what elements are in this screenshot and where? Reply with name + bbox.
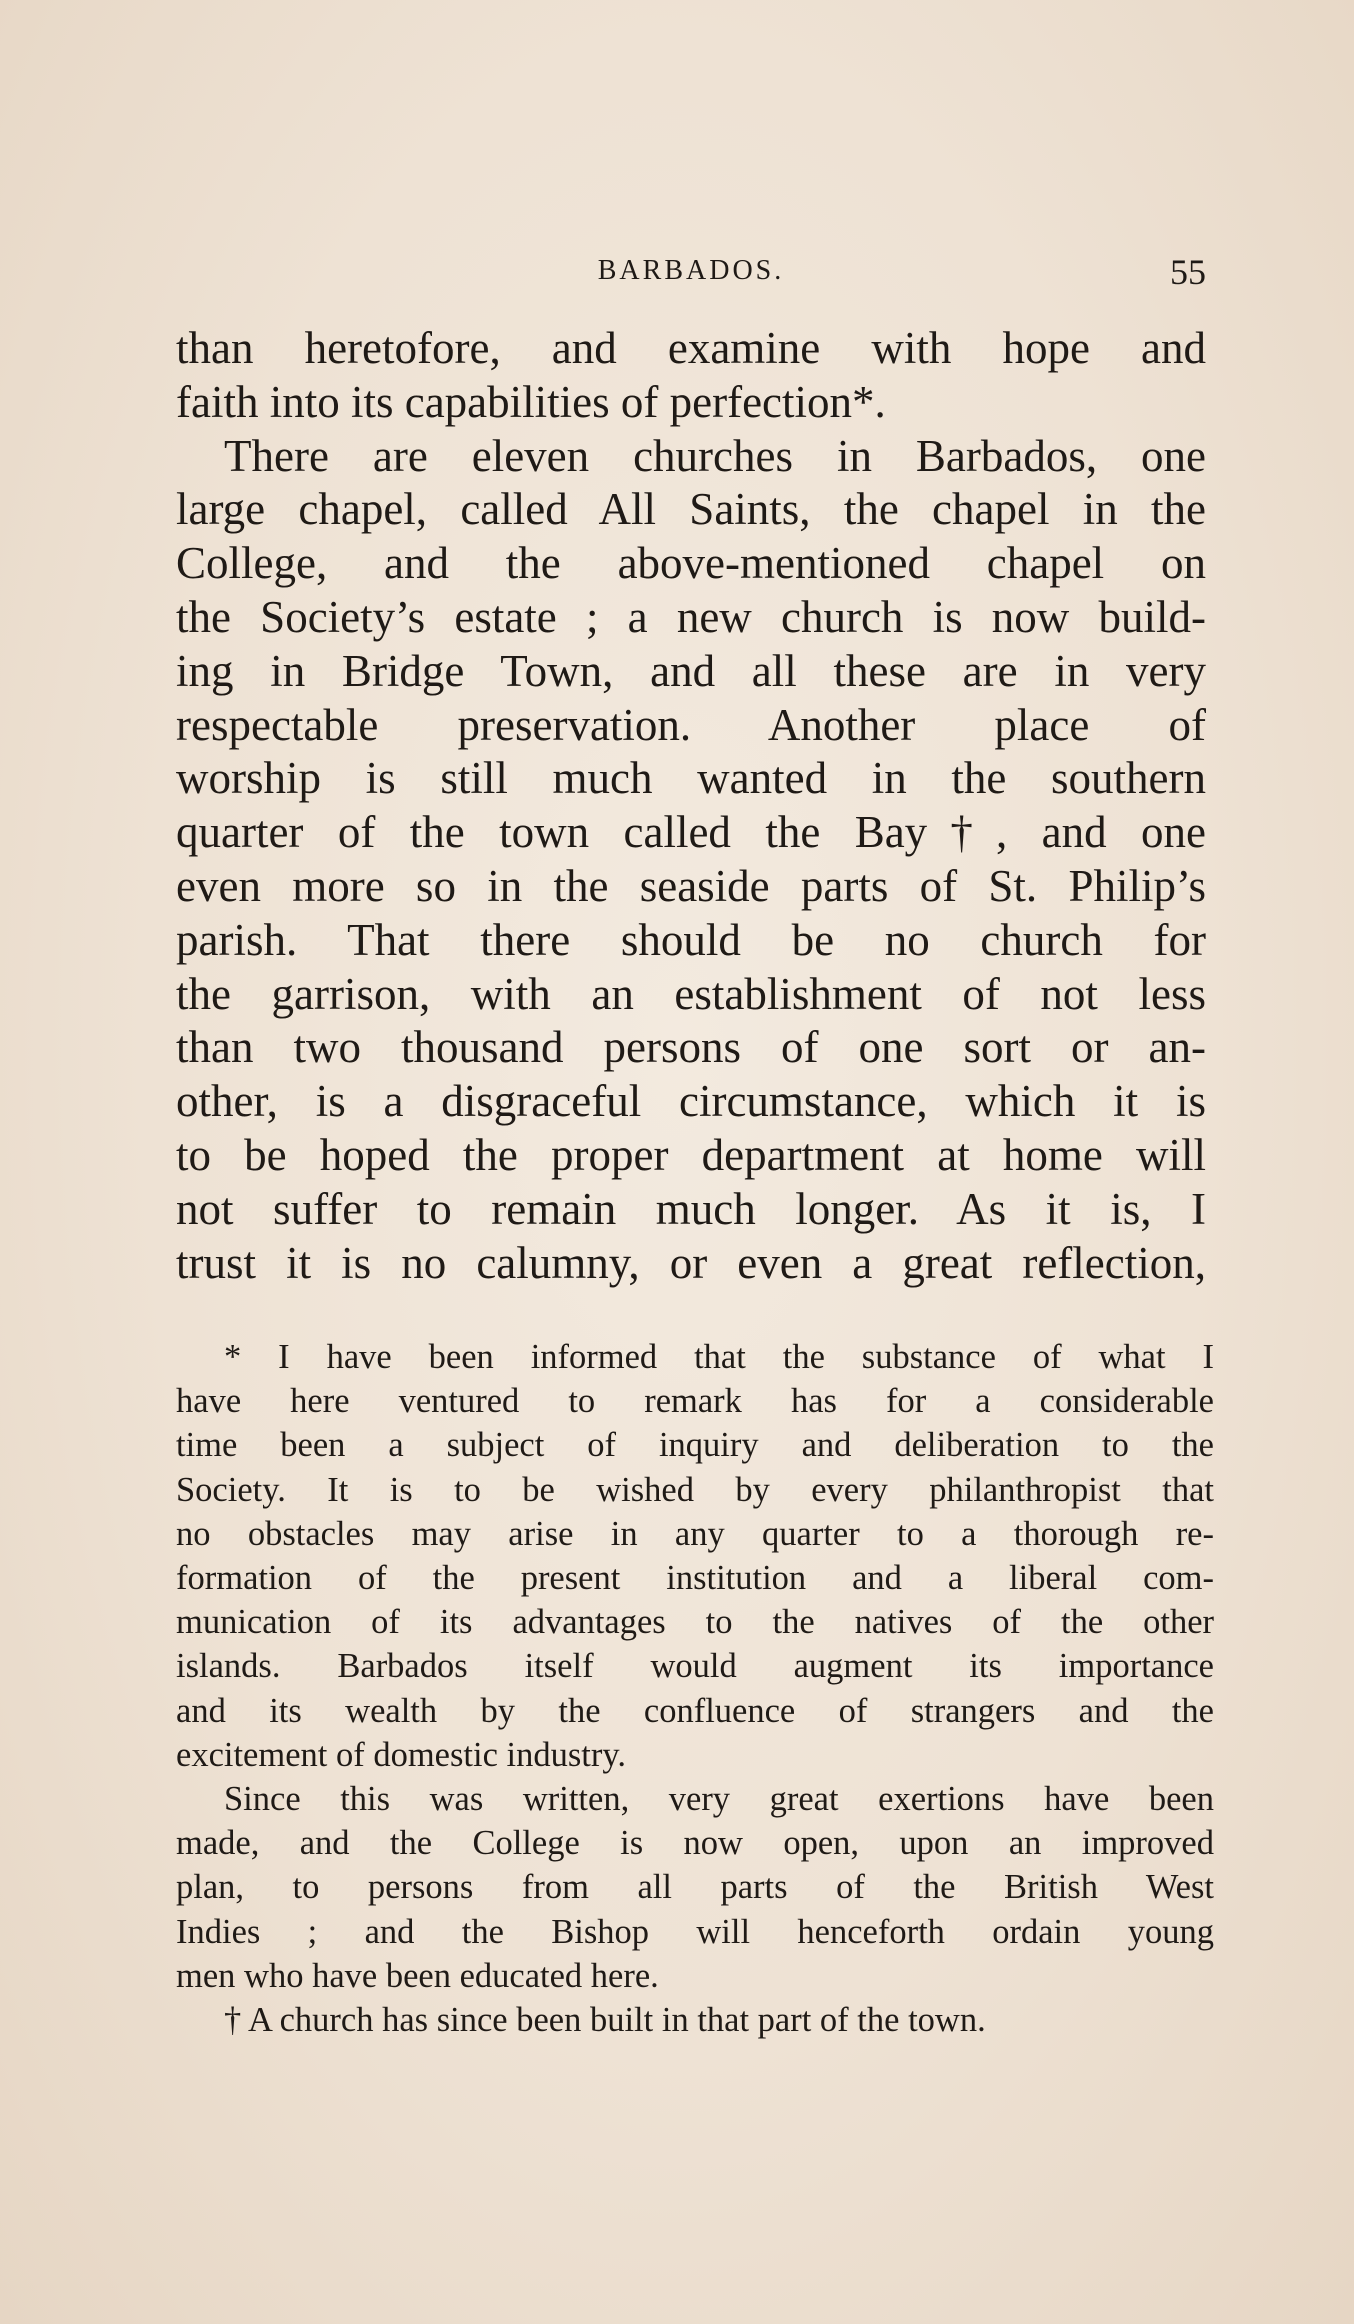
footnote-line: islands. Barbados itself would augment its importance [176, 1647, 1214, 1686]
body-line: ing in Bridge Town, and all these are in very [176, 645, 1206, 696]
footnote-line: munication of its advantages to the natives of the other [176, 1603, 1214, 1642]
body-line: trust it is no calumny, or even a great reflection, [176, 1237, 1206, 1288]
footnote-line: † A church has since been built in that part of the town. [224, 2001, 986, 2040]
body-line: large chapel, called All Saints, the chapel in the [176, 484, 1206, 535]
body-line: than two thousand persons of one sort or an- [176, 1022, 1206, 1073]
footnote-line: and its wealth by the confluence of strangers and the [176, 1691, 1214, 1730]
body-line: parish. That there should be no church for [176, 914, 1206, 965]
body-line: the garrison, with an establishment of not less [176, 968, 1206, 1019]
page-header [176, 252, 1206, 305]
footnotes [176, 1335, 1214, 2042]
body-line: respectable preservation. Another place of [176, 699, 1206, 750]
body-line: quarter of the town called the Bay†, and one [176, 807, 1206, 858]
footnote-line: no obstacles may arise in any quarter to a thorough re- [176, 1514, 1214, 1553]
footnote-line: time been a subject of inquiry and deliberation to the [176, 1426, 1214, 1465]
body-text [176, 322, 1206, 1290]
body-line: other, is a disgraceful circumstance, which it is [176, 1076, 1206, 1127]
body-line: College, and the above-mentioned chapel on [176, 538, 1206, 589]
footnote-line: formation of the present institution and a liberal com- [176, 1559, 1214, 1598]
body-line: than heretofore, and examine with hope and [176, 323, 1206, 373]
footnote-line: Indies ; and the Bishop will henceforth ordain young [176, 1912, 1214, 1951]
footnote-line: plan, to persons from all parts of the British West [176, 1868, 1214, 1907]
running-head: BARBADOS. [597, 255, 785, 286]
page-number: 55 [1170, 252, 1206, 292]
footnote-line: excitement of domestic industry. [176, 1735, 626, 1774]
body-line: to be hoped the proper department at home will [176, 1129, 1206, 1180]
footnote-line: Society. It is to be wished by every philanthropist that [176, 1470, 1214, 1509]
footnote-line: have here ventured to remark has for a considerable [176, 1382, 1214, 1421]
body-line: There are eleven churches in Barbados, one [224, 430, 1206, 481]
body-line: the Society’s estate ; a new church is now build- [176, 591, 1206, 642]
footnote-line: made, and the College is now open, upon an improved [176, 1824, 1214, 1863]
footnote-line: men who have been educated here. [176, 1956, 659, 1995]
footnote-line: * I have been informed that the substance of what I [224, 1338, 1214, 1376]
footnote-line: Since this was written, very great exertions have been [224, 1780, 1214, 1819]
body-line: even more so in the seaside parts of St. Philip’s [176, 860, 1206, 911]
body-line: not suffer to remain much longer. As it is, I [176, 1183, 1206, 1234]
body-line: faith into its capabilities of perfection*. [176, 376, 886, 427]
body-line: worship is still much wanted in the southern [176, 753, 1206, 804]
